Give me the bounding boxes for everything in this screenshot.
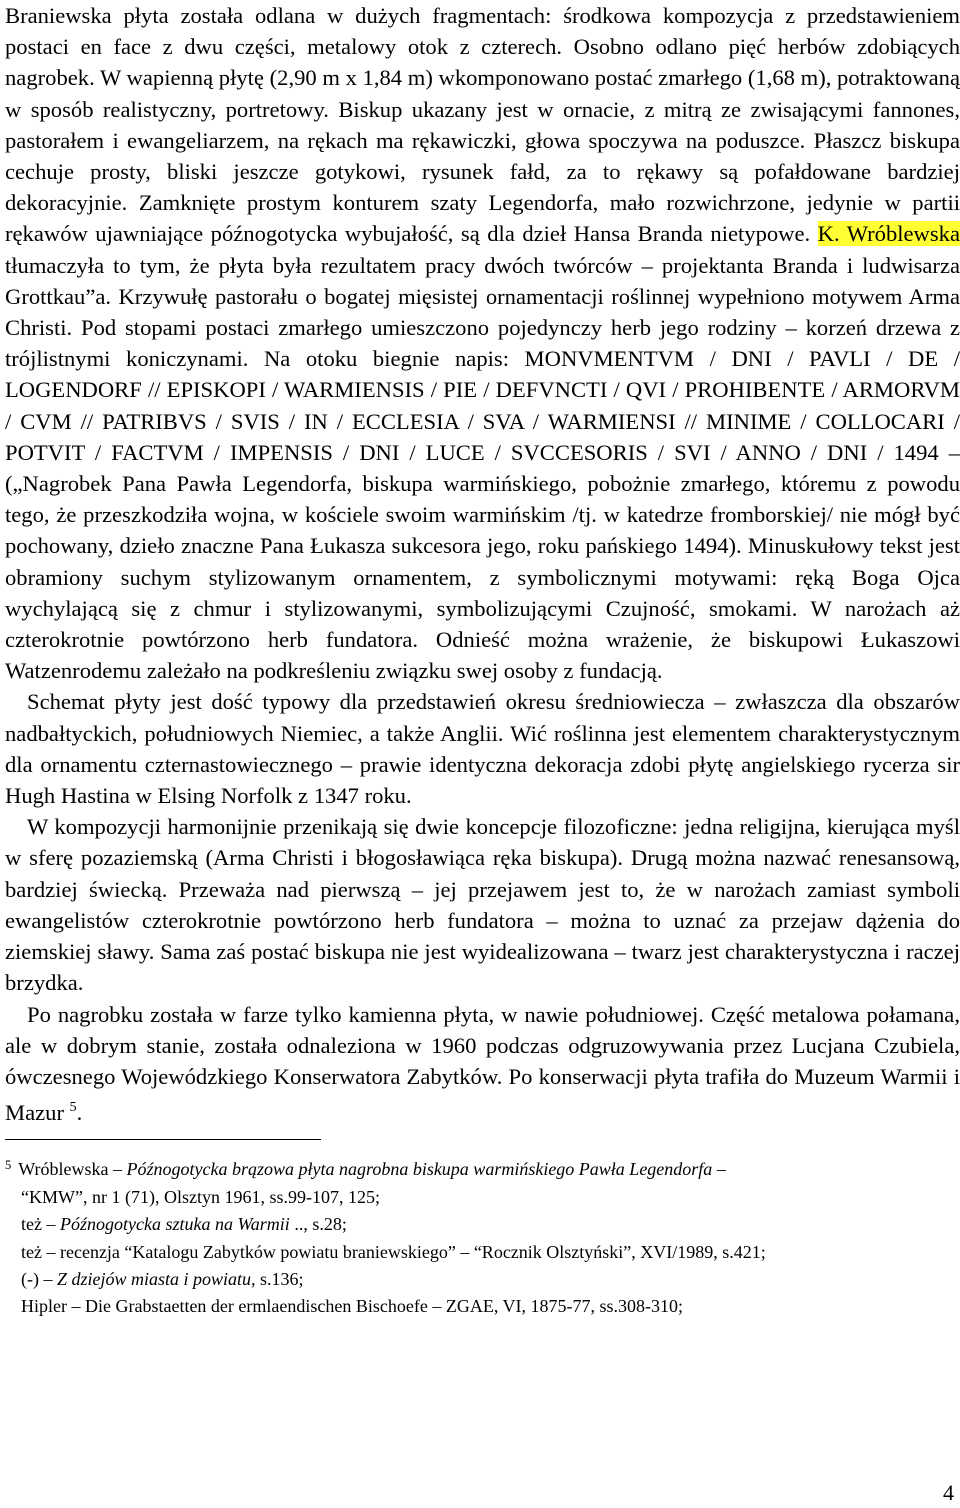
- highlighted-author: K. Wróblewska: [817, 221, 960, 247]
- footnote-line: też – recenzja “Katalogu Zabytków powiatu braniewskiego” – “Rocznik Olsztyński”, XVI/1989, s.421;: [21, 1241, 766, 1262]
- paragraph-2: Schemat płyty jest dość typowy dla przedstawień okresu średniowiecza – zwłaszcza dla obszarów nadbałtyckich, południowych Niemiec, a także Anglii. Wić roślinna jest elementem charakterystycznym dla ornamentu czternastowiecznego – prawie identyczna dekoracja zdobi płytę angielskiego rycerza sir Hugh Hastina w Elsing Norfolk z 1347 roku.: [5, 689, 960, 809]
- footnote-line: (-) – Z dziejów miasta i powiatu, s.136;: [21, 1268, 304, 1289]
- footnote-line: $^5$ Wróblewska – Późnogotycka brązowa płyta nagrobna biskupa warmińskiego Pawła Legendorfa –: [5, 1158, 726, 1180]
- page-number: 4: [943, 1480, 954, 1505]
- footnote-line: “KMW”, nr 1 (71), Olsztyn 1961, ss.99-107, 125;: [21, 1186, 380, 1207]
- document-page: [5, 0, 960, 1321]
- footnote-separator: [5, 1139, 321, 1140]
- paragraph-3: W kompozycji harmonijnie przenikają się dwie koncepcje filozoficzne: jedna religijna, kierująca myśl w sferę pozaziemską (Arma Christi i błogosławiąca ręka biskupa). Drugą można nazwać renesansową, bardziej świecką. Przeważa nad pierwszą – jej przejawem jest to, że w narożach zamiast symboli ewangelistów czterokrotnie powtórzono herb fundatora – można to uznać za przejaw dążenia do ziemskiej sławy. Sama zaś postać biskupa nie jest wyidealizowana – twarz jest charakterystyczna i raczej brzydka.: [5, 814, 960, 996]
- footnote-reference[interactable]: 5: [69, 1100, 77, 1116]
- paragraph-1: Braniewska płyta została odlana w dużych fragmentach: środkowa kompozycja z przedstawieniem postaci en face z dwu części, metalowy otok z czterech. Osobno odlano pięć herbów zdobiących nagrobek. W wapienną płytę (2,90 m x 1,84 m) wkomponowano postać zmarłego (1,68 m), potraktowaną w sposób realistyczny, portretowy. Biskup ukazany jest w ornacie, z mitrą ze zwisającymi fannones, pastorałem i ewangeliarzem, na rękach ma rękawiczki, głowa spoczywa na poduszce. Płaszcz biskupa cechuje prosty, bliski jeszcze gotykowi, rysunek fałd, za to rękawy są pofałdowane bardziej dekoracyjnie. Zamknięte prostym konturem szaty Legendorfa, mało rozwichrzone, jedynie w partii rękawów ujawniające późnogotycka wybujałość, są dla dzieł Hansa Branda nietypowe. K. Wróblewska tłumaczyła to tym, że płyta była rezultatem pracy dwóch twórców – projektanta Branda i ludwisarza Grottkau”a. Krzywułę pastorału o bogatej mięsistej ornamentacji roślinnej wypełniono motywem Arma Christi. Pod stopami postaci zmarłego umieszczono pojedynczy herb jego rodziny – korzeń drzewa z trójlistnymi koniczynami. Na otoku biegnie napis: MONVMENTVM / DNI / PAVLI / DE / LOGENDORF // EPISKOPI / WARMIENSIS / PIE / DEFVNCTI / QVI / PROHIBENTE / ARMORVM / CVM // PATRIBVS / SVIS / IN / ECCLESIA / SVA / WARMIENSI // MINIME / COLLOCARI / POTVIT / FACTVM / IMPENSIS / DNI / LUCE / SVCCESORIS / SVI / ANNO / DNI / 1494 – („Nagrobek Pana Pawła Legendorfa, biskupa warmińskiego, pobożnie zmarłego, któremu z powodu tego, że przeszkodziła wojna, w kościele swoim warmińskim /tj. w katedrze fromborskiej/ nie mógł być pochowany, dzieło znaczne Pana Łukasza sukcesora jego, roku pańskiego 1494). Minuskułowy tekst jest obramiony suchym stylizowanym ornamentem, z symbolicznymi motywami: ręką Boga Ojca wychylającą się z chmur i stylizowanymi, symbolizującymi Czujność, smokami. W narożach aż czterokrotnie powtórzono herb fundatora. Odnieść można wrażenie, że biskupowi Łukaszowi Watzenrodemu zależało na podkreśleniu związku swej osoby z fundacją.: [5, 3, 960, 684]
- footnotes: [5, 1152, 960, 1320]
- footnote-line: też – Późnogotycka sztuka na Warmii .., s.28;: [21, 1214, 347, 1235]
- footnote-line: Hipler – Die Grabstaetten der ermlaendischen Bischoefe – ZGAE, VI, 1875-77, ss.308-310;: [21, 1296, 683, 1317]
- paragraph-4: Po nagrobku została w farze tylko kamienna płyta, w nawie południowej. Część metalowa połamana, ale w dobrym stanie, została odnaleziona w 1960 podczas odgruzowywania przez Lucjana Czubiela, ówczesnego Wojewódzkiego Konserwatora Zabytków. Po konserwacji płyta trafiła do Muzeum Warmii i Mazur $^5$.: [5, 1001, 960, 1126]
- footnote-mark: 5: [5, 1158, 12, 1173]
